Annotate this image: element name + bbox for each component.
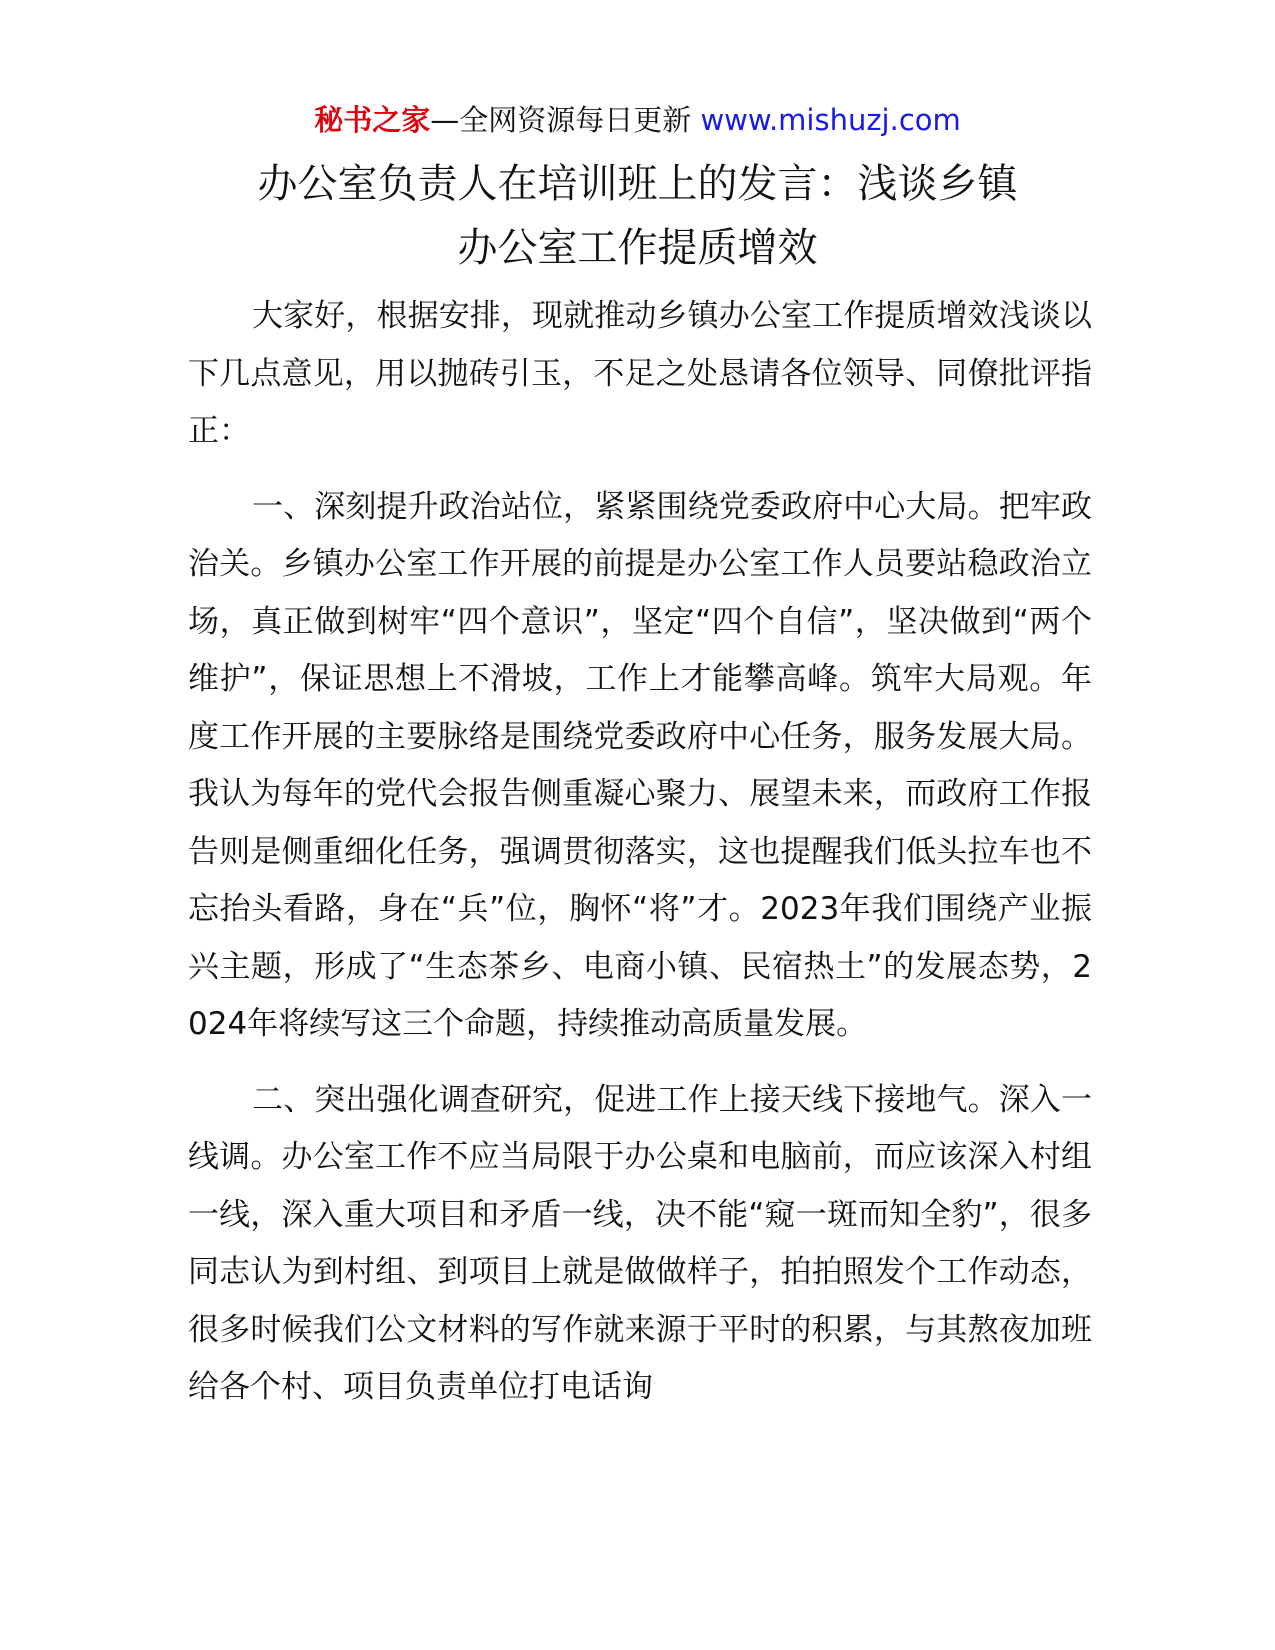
document-body (188, 288, 1092, 1435)
site-url-link[interactable]: www.mishuzj.com (700, 103, 961, 137)
paragraph-intro: 大家好，根据安排，现就推动乡镇办公室工作提质增效浅谈以下几点意见，用以抛砖引玉，不足之处恳请各位领导、同僚批评指正： (188, 298, 1092, 449)
brand-name: 秘书之家 (314, 103, 431, 137)
document-title-line-1: 办公室负责人在培训班上的发言：浅谈乡镇 (257, 161, 1018, 207)
paragraph-section-2: 二、突出强化调查研究，促进工作上接天线下接地气。深入一线调。办公室工作不应当局限于办公桌和电脑前，而应该深入村组一线，深入重大项目和矛盾一线，决不能“窥一斑而知全豹”，很多同志认为到村组、到项目上就是做做样子，拍拍照发个工作动态，很多时候我们公文材料的写作就来源于平时的积累，与其熬夜加班给各个村、项目负责单位打电话询 (188, 1081, 1092, 1405)
site-header (0, 100, 1275, 140)
paragraph-section-1: 一、深刻提升政治站位，紧紧围绕党委政府中心大局。把牢政治关。乡镇办公室工作开展的前提是办公室工作人员要站稳政治立场，真正做到树牢“四个意识”，坚定“四个自信”，坚决做到“两个维护”，保证思想上不滑坡，工作上才能攀高峰。筑牢大局观。年度工作开展的主要脉络是围绕党委政府中心任务，服务发展大局。我认为每年的党代会报告侧重凝心聚力、展望未来，而政府工作报告则是侧重细化任务，强调贯彻落实，这也提醒我们低头拉车也不忘抬头看路，身在“兵”位，胸怀“将”才。2023年我们围绕产业振兴主题，形成了“生态茶乡、电商小镇、民宿热土”的发展态势，2024年将续写这三个命题，持续推动高质量发展。 (188, 488, 1092, 1042)
document-title-line-2: 办公室工作提质增效 (457, 225, 818, 271)
header-tagline: —全网资源每日更新 (430, 103, 701, 137)
document-title (160, 152, 1115, 280)
